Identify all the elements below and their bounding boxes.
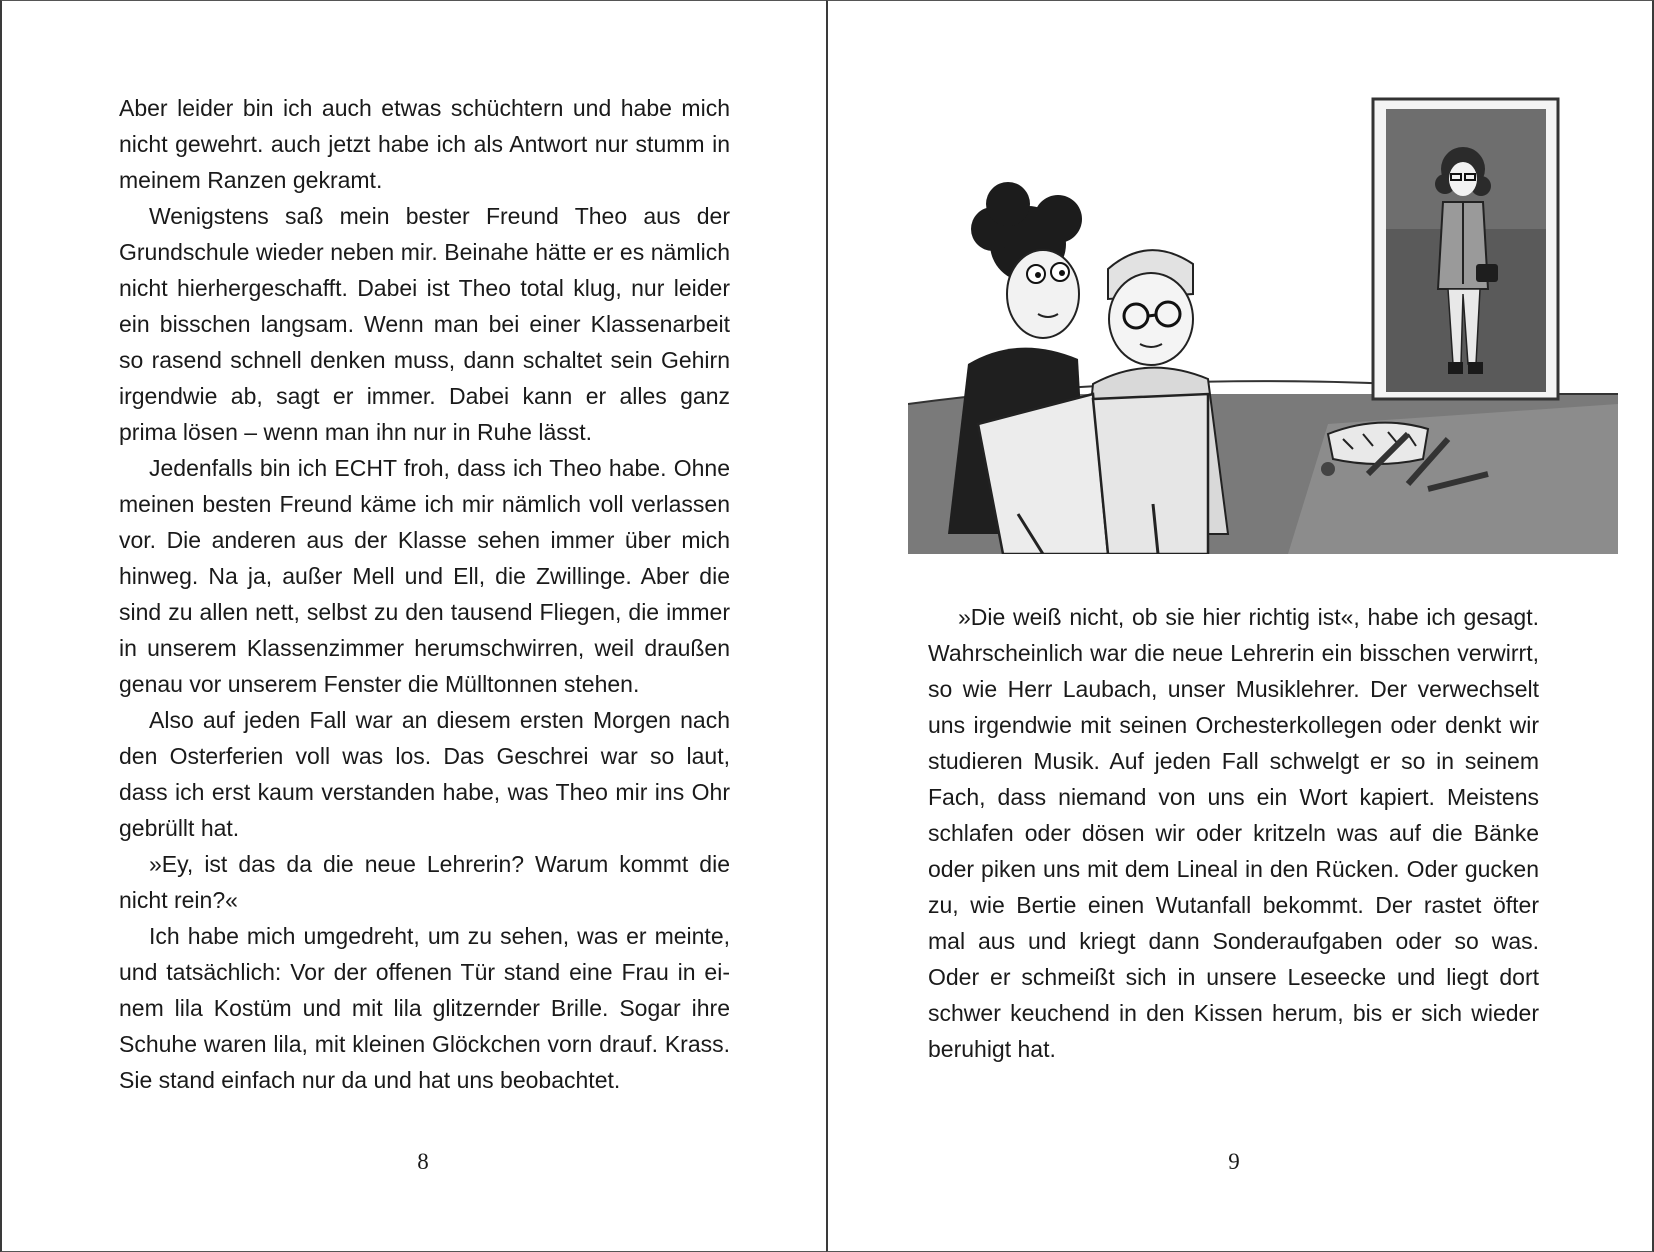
left-page <box>0 0 826 1252</box>
classroom-illustration <box>908 94 1618 554</box>
paragraph: Ich habe mich umgedreht, um zu sehen, was er meinte, und tatsächlich: Vor der offenen Tür stand eine Frau in einem lila Kostüm und mit lila glitzernder Brille. Sogar ihre Schuhe waren lila, mit kleinen Glöckchen vorn drauf. Krass. Sie stand einfach nur da und hat uns beobachtet. <box>119 923 730 1093</box>
right-page <box>826 0 1654 1252</box>
right-page-text <box>928 599 1539 1067</box>
paragraph: »Die weiß nicht, ob sie hier richtig ist«, habe ich gesagt. Wahrscheinlich war die neue Lehrerin ein bisschen verwirrt, so wie Herr Laubach, unser Musiklehrer. Der verwechselt uns irgendwie mit seinen Orchesterkollegen oder denkt wir studieren Musik. Auf jeden Fall schwelgt er so in seinem Fach, dass niemand von uns ein Wort kapiert. Meistens schlafen oder dösen wir oder kritzeln was auf die Bänke oder piken uns mit dem Lineal in den Rücken. Oder gucken zu, wie Bertie einen Wutanfall bekommt. Der rastet öfter mal aus und kriegt dann Sonderaufgaben oder so was. Oder er schmeißt sich in unsere Leseecke und liegt dort schwer keuchend in den Kissen herum, bis er sich wieder beruhigt hat. <box>928 604 1539 1062</box>
paragraph: Aber leider bin ich auch etwas schüchtern und habe mich nicht gewehrt. auch jetzt habe ich als Antwort nur stumm in meinem Ranzen gekramt. <box>119 95 730 193</box>
paragraph: Wenigstens saß mein bester Freund Theo aus der Grundschule wieder neben mir. Beinahe hätte er es nämlich nicht hierhergeschafft. Dabei ist Theo total klug, nur leider ein bisschen langsam. Wenn man bei einer Klassenarbeit so rasend schnell denken muss, dann schaltet sein Gehirn irgendwie ab, sagt er immer. Dabei kann er alles ganz prima lösen – wenn man ihn nur in Ruhe lässt. <box>119 203 730 445</box>
page-number: 9 <box>1228 1149 1240 1174</box>
chairs <box>978 394 1208 554</box>
paragraph: Jedenfalls bin ich ECHT froh, dass ich Theo habe. Ohne meinen besten Freund käme ich mir nämlich voll verlassen vor. Die anderen aus der Klasse sehen immer über mich hinweg. Na ja, außer Mell und Ell, die Zwillinge. Aber die sind zu allen nett, selbst zu den tausend Fliegen, die immer in unserem Klassenzimmer herumschwirren, weil draußen genau vor unserem Fenster die Mülltonnen stehen. <box>119 455 730 697</box>
paragraph: Also auf jeden Fall war an diesem ersten Morgen nach den Osterferien voll was los. Das Geschrei war so laut, dass ich erst kaum verstanden habe, was Theo mir ins Ohr gebrüllt hat. <box>119 707 730 841</box>
page-number: 8 <box>417 1149 429 1174</box>
left-page-text <box>119 90 730 1098</box>
paragraph: »Ey, ist das da die neue Lehrerin? Warum kommt die nicht rein?« <box>119 851 730 913</box>
